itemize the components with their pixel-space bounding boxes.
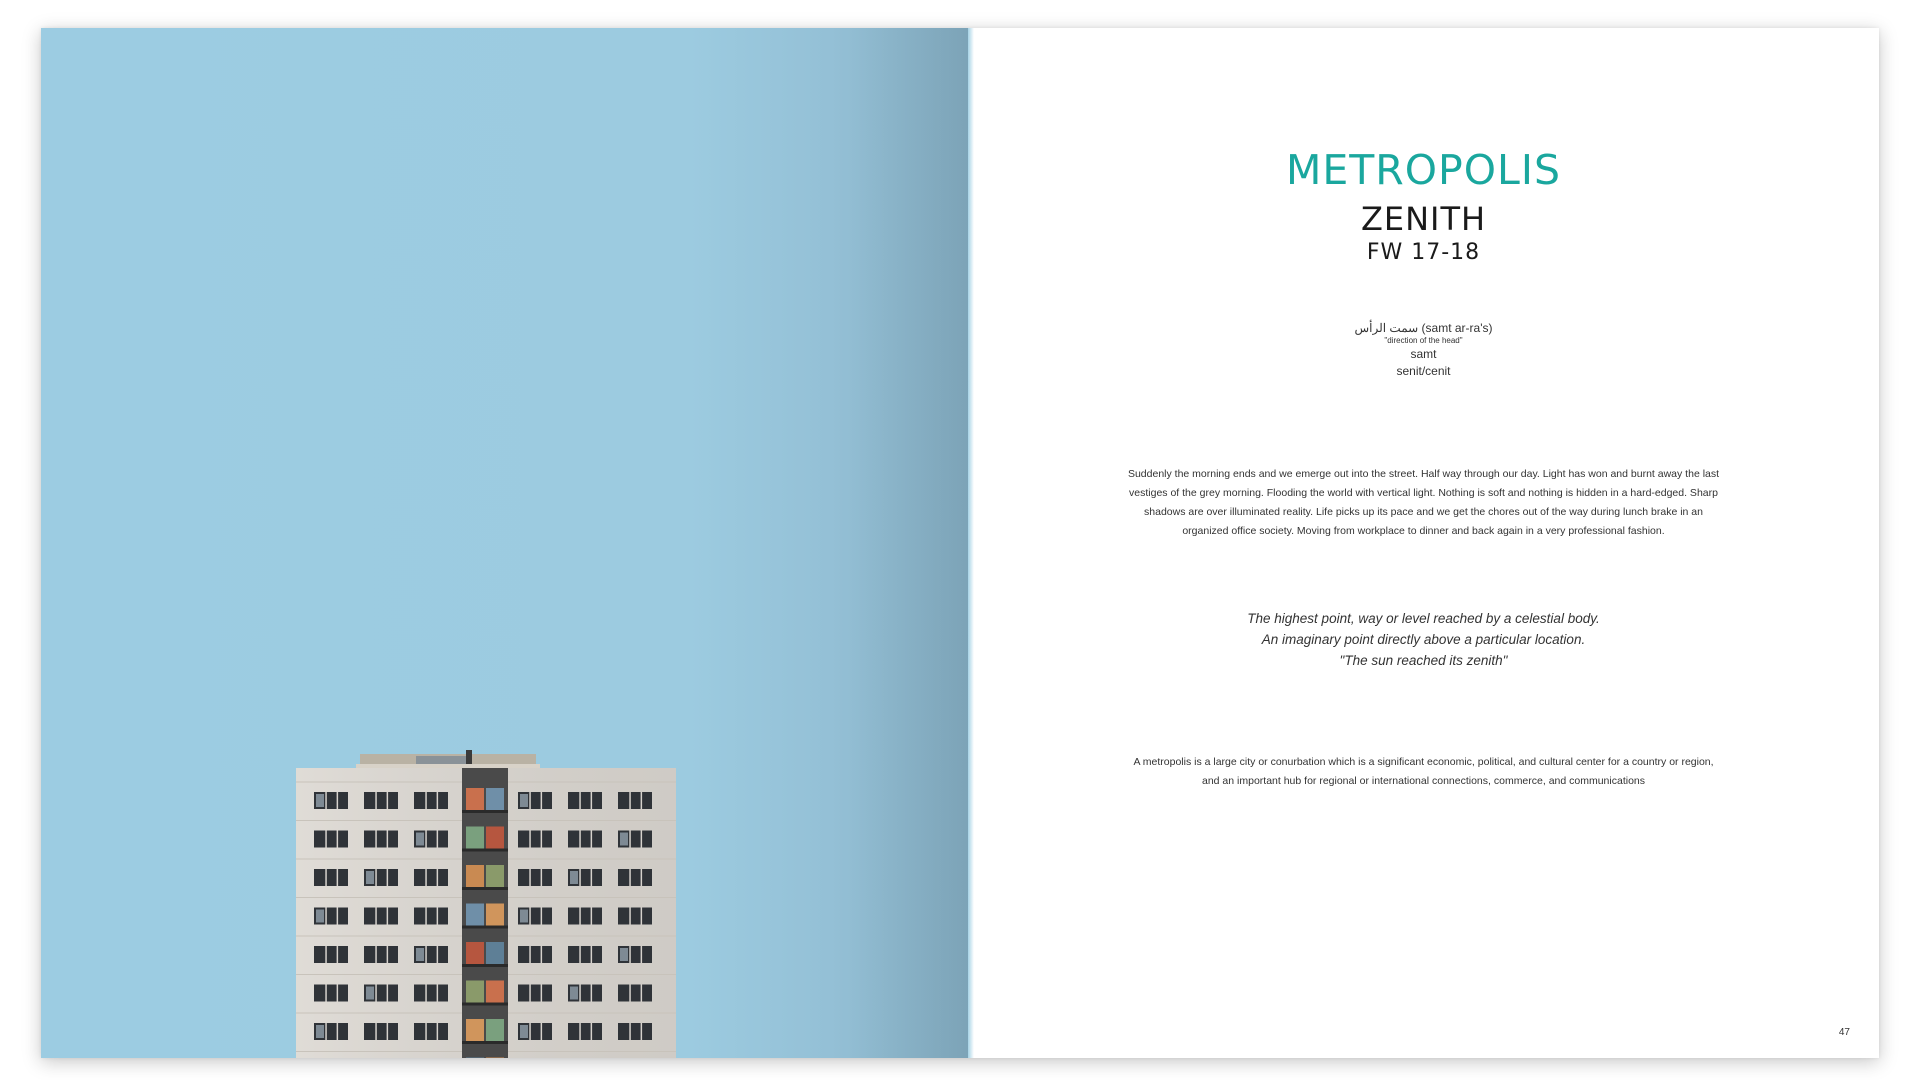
gutter-shadow xyxy=(848,28,968,1058)
etymology-block xyxy=(968,320,1879,380)
quote-line-3: "The sun reached its zenith" xyxy=(1339,653,1508,668)
right-page-text xyxy=(968,28,1879,1058)
page-subtitle: ZENITH xyxy=(1360,200,1487,238)
left-page-photo xyxy=(41,28,968,1058)
quote-line-1: The highest point, way or level reached by a celestial body. xyxy=(1247,611,1600,626)
etymology-translation: "direction of the head" xyxy=(1384,336,1463,345)
etymology-arabic: سمت الرأس (samt ar-ra's) xyxy=(1354,321,1493,335)
body-paragraph: Suddenly the morning ends and we emerge out into the street. Half way through our day. Light has won and burnt away the last vestiges of the grey morning. Flooding the world with vertical light. Nothing is soft and nothing is hidden in a hard-edged. Sharp shadows are over illuminated reality. Life picks up its pace and we get the chores out of the way during lunch brake in an organized office society. Moving from workplace to dinner and back again in a very professional fashion. xyxy=(1127,468,1720,537)
quote-line-2: An imaginary point directly above a particular location. xyxy=(1261,632,1586,647)
quote-block xyxy=(968,608,1879,671)
definition-paragraph: A metropolis is a large city or conurbation which is a significant economic, political, and cultural center for a country or region, and an important hub for regional or international connections, commerce, and communications xyxy=(1133,756,1714,787)
page-title: METROPOLIS xyxy=(1285,146,1562,194)
etymology-word: samt xyxy=(1410,347,1437,361)
season-label: FW 17-18 xyxy=(1366,240,1481,265)
building-illustration xyxy=(296,748,676,1058)
page-number: 47 xyxy=(1838,1027,1850,1038)
etymology-variants: senit/cenit xyxy=(1396,364,1451,378)
building-photo xyxy=(296,748,676,1058)
book-spread xyxy=(41,28,1879,1058)
